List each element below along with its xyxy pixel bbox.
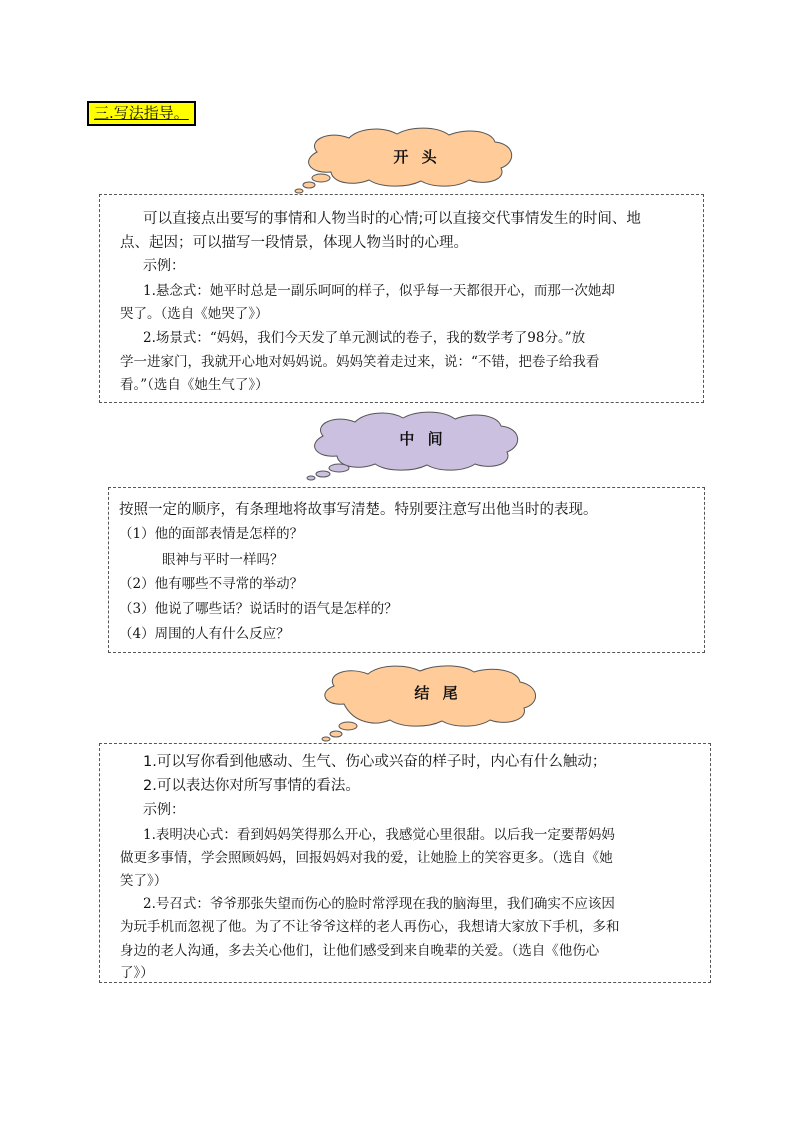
opening-line: 学一进家门，我就开心地对妈妈说。妈妈笑着走过来，说：“不错，把卷子给我看: [120, 354, 600, 370]
opening-line: 1.悬念式：她平时总是一副乐呵呵的样子，似乎每一天都很开心，而那一次她却: [143, 283, 615, 299]
ending-title: 结 尾: [414, 684, 462, 702]
middle-box: [108, 487, 705, 653]
opening-line: 看。”（选自《她生气了》）: [120, 377, 269, 393]
ending-line: 身边的老人沟通，多去关心他们，让他们感受到来自晚辈的关爱。（选自《他伤心: [120, 943, 600, 959]
opening-title: 开 头: [393, 148, 441, 166]
ending-box: [99, 743, 711, 983]
opening-line: 点、起因；可以描写一段情景，体现人物当时的心理。: [120, 235, 468, 251]
middle-cloud: [297, 410, 529, 482]
ending-line: 示例：: [143, 802, 185, 818]
ending-line: 2.可以表达你对所写事情的看法。: [143, 778, 360, 794]
ending-line: 为玩手机而忽视了他。为了不让爷爷这样的老人再伤心，我想请大家放下手机，多和: [120, 919, 620, 935]
opening-line: 2.场景式：“妈妈，我们今天发了单元测试的卷子，我的数学考了98分。”放: [143, 330, 586, 346]
opening-line: 示例：: [143, 258, 185, 274]
opening-box: [99, 194, 704, 403]
opening-line: 可以直接点出要写的事情和人物当时的心情;可以直接交代事情发生的时间、地: [143, 211, 641, 227]
ending-cloud: [314, 664, 546, 742]
opening-line: 哭了。（选自《她哭了》）: [120, 306, 269, 322]
middle-line: （1）他的面部表情是怎样的？: [119, 526, 304, 542]
ending-line: 1.表明决心式：看到妈妈笑得那么开心，我感觉心里很甜。以后我一定要帮妈妈: [143, 827, 615, 843]
ending-line: 笑了》）: [120, 873, 168, 889]
ending-line: 了》）: [120, 965, 154, 981]
middle-line: （4）周围的人有什么反应？: [119, 626, 290, 642]
middle-line: （3）他说了哪些话？说话时的语气是怎样的？: [119, 601, 398, 617]
middle-title: 中 间: [399, 430, 447, 448]
cloud-shape-icon: [314, 664, 546, 742]
ending-line: 做更多事情，学会照顾妈妈，回报妈妈对我的爱，让她脸上的笑容更多。（选自《她: [120, 850, 613, 866]
opening-cloud: [293, 126, 521, 196]
ending-line: 2.号召式：爷爷那张失望而伤心的脸时常浮现在我的脑海里，我们确实不应该因: [143, 896, 615, 912]
section-heading: 三.写法指导。: [87, 101, 196, 126]
middle-line: 按照一定的顺序，有条理地将故事写清楚。特别要注意写出他当时的表现。: [119, 502, 598, 518]
middle-line: （2）他有哪些不寻常的举动？: [119, 576, 304, 592]
ending-line: 1.可以写你看到他感动、生气、伤心或兴奋的样子时，内心有什么触动；: [143, 754, 607, 770]
middle-line: 眼神与平时一样吗？: [162, 552, 284, 568]
